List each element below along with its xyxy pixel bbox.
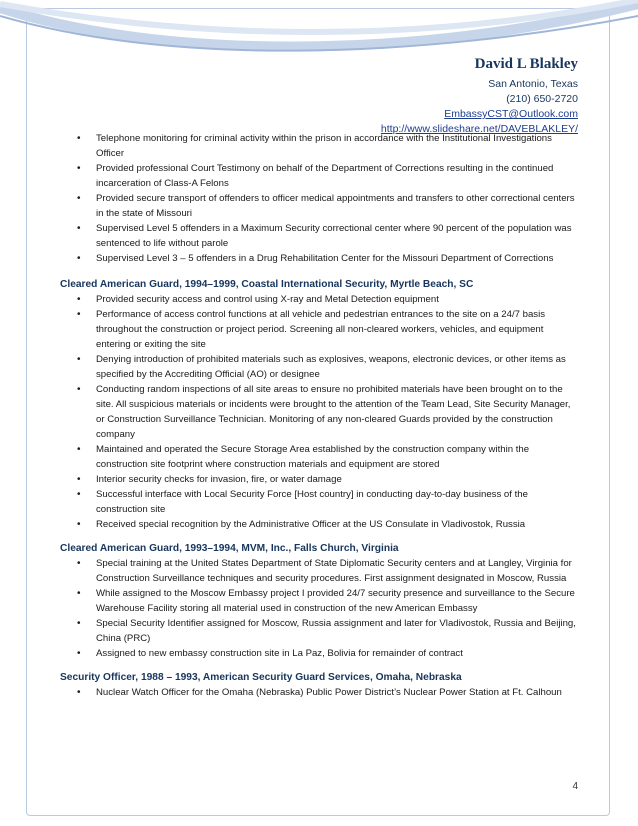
section-title: Security Officer, 1988 – 1993, American Security Guard Services, Omaha, Nebraska [60, 672, 462, 683]
section-bullet-list [60, 685, 580, 700]
section-title: Cleared American Guard, 1993–1994, MVM, Inc., Falls Church, Virginia [60, 543, 399, 554]
list-item: • Interior security checks for invasion, fire, or water damage [60, 472, 580, 487]
list-item: • Telephone monitoring for criminal activity within the prison in accordance with the Institutional Investigations Officer [60, 131, 580, 161]
list-item: • Special Security Identifier assigned for Moscow, Russia assignment and later for Vladivostok, Russia and Beijing, China (PRC) [60, 616, 580, 646]
section-title: Cleared American Guard, 1994–1999, Coastal International Security, Myrtle Beach, SC [60, 279, 474, 290]
page-number: 4 [572, 781, 578, 792]
list-item: • Provided secure transport of offenders to officer medical appointments and transfers to other correctional centers in the state of Missouri [60, 191, 580, 221]
continued-bullet-list [60, 131, 580, 266]
candidate-name: David L Blakley [474, 56, 578, 72]
list-item: • Provided security access and control using X-ray and Metal Detection equipment [60, 292, 580, 307]
candidate-url-link[interactable]: http://www.slideshare.net/DAVEBLAKLEY/ [380, 123, 578, 135]
candidate-email-link[interactable]: EmbassyCST@Outlook.com [444, 108, 578, 120]
list-item: • Received special recognition by the Administrative Officer at the US Consulate in Vladivostok, Russia [60, 517, 580, 532]
list-item: • Conducting random inspections of all site areas to ensure no prohibited materials have been brought on to the site. All suspicious materials or incidents were brought to the attention of the Team Lead, Site Security Manager, or Construction Surveillance Technician. Monitoring of any non-cleared Guards provided by the construction company [60, 382, 580, 442]
list-item: • Nuclear Watch Officer for the Omaha (Nebraska) Public Power District’s Nuclear Power Station at Ft. Calhoun [60, 685, 580, 700]
candidate-city: San Antonio, Texas [488, 78, 578, 90]
section-bullet-list [60, 556, 580, 661]
list-item: • Supervised Level 5 offenders in a Maximum Security correctional center where 90 percent of the population was sentenced to life without parole [60, 221, 580, 251]
list-item: • Supervised Level 3 – 5 offenders in a Drug Rehabilitation Center for the Missouri Department of Corrections [60, 251, 580, 266]
list-item: • Assigned to new embassy construction site in La Paz, Bolivia for remainder of contract [60, 646, 580, 661]
list-item: • While assigned to the Moscow Embassy project I provided 24/7 security presence and surveillance to the Secure Warehouse Facility storing all material used in construction of the new American Embassy [60, 586, 580, 616]
list-item: • Denying introduction of prohibited materials such as explosives, weapons, electronic devices, or other items as specified by the Accrediting Official (AO) or designee [60, 352, 580, 382]
list-item: • Successful interface with Local Security Force [Host country] in conducting day-to-day business of the construction site [60, 487, 580, 517]
candidate-phone: (210) 650-2720 [506, 93, 578, 105]
list-item: • Special training at the United States Department of State Diplomatic Security centers and at Langley, Virginia for Construction Surveillance techniques and security procedures. First assignment designated in Moscow, Russia [60, 556, 580, 586]
resume-body [60, 131, 580, 700]
section-bullet-list [60, 292, 580, 532]
list-item: • Maintained and operated the Secure Storage Area established by the construction company within the construction site footprint where construction materials and equipment are stored [60, 442, 580, 472]
contact-header [381, 56, 578, 137]
list-item: • Performance of access control functions at all vehicle and pedestrian entrances to the site on a 24/7 basis throughout the construction or project period. Screening all non-cleared workers, vehicles, and equipment entering or exiting the site [60, 307, 580, 352]
list-item: • Provided professional Court Testimony on behalf of the Department of Corrections resulting in the continued incarceration of Class-A Felons [60, 161, 580, 191]
